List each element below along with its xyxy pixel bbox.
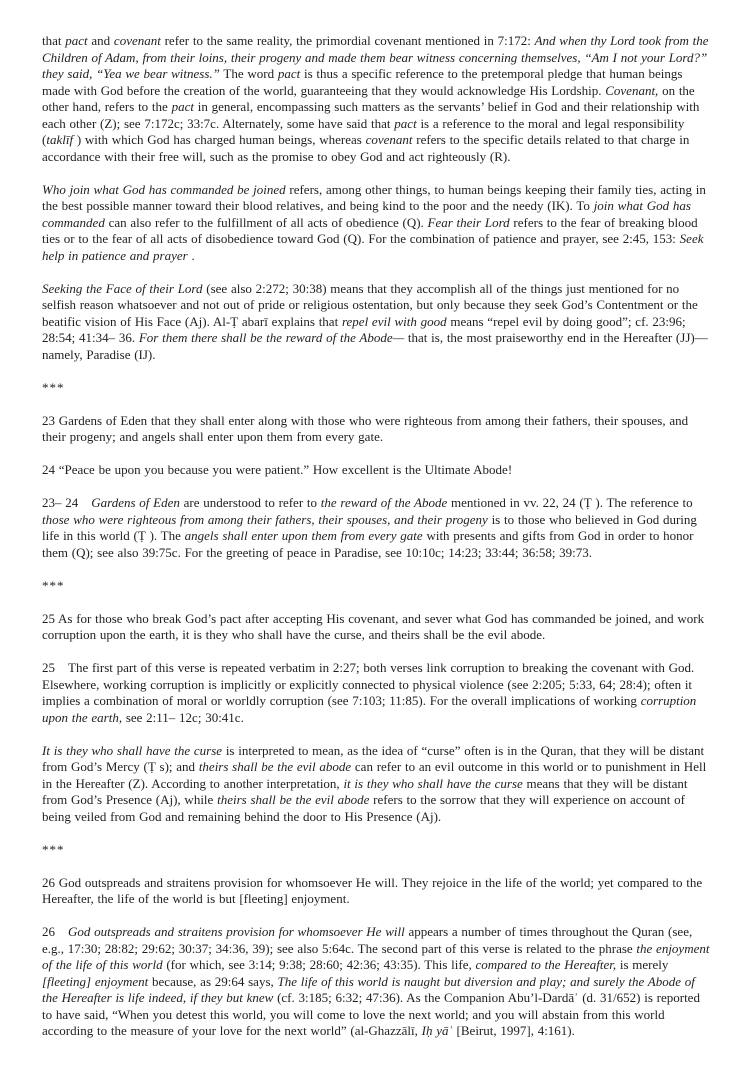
text-run: refers to the sorrow that they will experience on account of being veiled from God and remaining behind the door to His Presence (Aj). [42,792,685,824]
italic-text-run: the reward of the Abode [320,495,448,510]
text-run: can also refer to the fulfillment of all acts of obedience (Q). [104,214,428,230]
text-run: can refer to an evil outcome in this world or to punishment in Hell in the Hereafter (Z). According to another interpretation, [42,759,707,791]
italic-text-run: Seek help in patience and prayer [42,231,704,263]
text-run: 26 [42,924,68,939]
italic-text-run: pact [394,115,417,131]
commentary-verse-25 [42,660,710,726]
italic-text-run: [fleeting] enjoyment [42,973,149,989]
text-column [42,33,710,1040]
italic-text-run: The life of this world is naught but diversion and play; and surely the Abode of the Hereafter is life indeed, if they but knew [42,973,695,1005]
section-separator: *** [42,379,65,395]
text-run: ) with which God has charged human beings, whereas [73,132,366,147]
italic-text-run: For them there shall be the reward of the Abode— [138,330,405,345]
italic-text-run: pact [277,66,301,81]
italic-text-run: pact [171,99,194,114]
italic-text-run: Gardens of Eden [91,495,180,510]
italic-text-run: the enjoyment of the life of this world [42,940,710,972]
text-run: is to those who believed in God during life in this world (Ṭ ). The [42,511,697,543]
text-run: refers to the specific details related to that charge in accordance with their free will, such as the promise to obey God and act righteously (R). [42,132,690,164]
section-separator: *** [42,841,65,857]
text-run: is interpreted to mean, as the idea of “curse” often is in the Quran, that they will be distant from God’s Mercy (Ṭ s); and [42,742,705,774]
text-run: means that they will be distant from God’s Presence (Aj), while [42,775,688,807]
verse-23 [42,413,710,446]
italic-text-run: compared to the Hereafter, [475,957,617,972]
text-run: because, as 29:64 says, [148,973,278,989]
text-run: is thus a specific reference to the pretemporal pledge that human beings made with God before the creation of the world, guaranteeing that they would acknowledge His Lordship. [42,66,683,98]
italic-text-run: It is they who shall have the curse [42,742,223,758]
italic-text-run: covenant [113,33,161,48]
italic-text-run: repel evil with good [341,313,447,329]
text-run: refer to the same reality, the primordial covenant mentioned in 7:172: [160,33,535,48]
italic-text-run: angels shall enter upon them from every gate [184,528,423,543]
italic-text-run: Seeking the Face of their Lord [42,280,203,296]
verse-24 [42,462,710,479]
verse-25 [42,611,710,644]
italic-text-run: join what God has commanded [42,198,691,230]
italic-text-run: God outspreads and straitens provision for whomsoever He will [68,924,405,939]
text-run: 23– 24 [42,495,92,510]
commentary-seeking-face [42,281,710,364]
text-run: and [87,33,114,48]
italic-text-run: those who were righteous from among their fathers, their spouses, and their progeny [42,511,488,527]
italic-text-run: theirs shall be the evil abode [198,759,352,774]
italic-text-run: theirs shall be the evil abode [217,792,370,807]
italic-text-run: Who join what God has commanded be joined [42,181,286,197]
italic-text-run: Fear their Lord [427,214,510,230]
italic-text-run: Iḥ yāʾ [421,1023,453,1038]
italic-text-run: And when thy Lord took from the Children of Adam, from their loins, their progeny and made them bear witness concerning themselves, “Am I not your Lord?” they said, “Yea we bear witness.” [42,33,709,81]
text-run: [Beirut, 1997], 4:161). [452,1023,575,1038]
italic-text-run: pact [65,33,88,48]
text-run: (see also 2:272; 30:38) means that they accomplish all of the things just mentioned for no selfish reason whatsoever and not out of pride or religious ostentation, but only because they seek God’s Contentment or the beatific vision of His Face (Aj). Al-Ṭ abarī explains that [42,280,698,329]
text-run: on the other hand, refers to the [42,82,695,114]
text-run: 26 God outspreads and straitens provision for whomsoever He will. They rejoice in the life of the world; yet compared to the Hereafter, the life of the world is but [fleeting] enjoyment. [42,874,703,906]
italic-text-run: taklīf [46,132,74,147]
text-run: that [42,33,66,48]
text-run: (cf. 3:185; 6:32; 47:36). As the Companion Abu’l-Dardāʾ (d. 31/652) is reported to have said, “When you detest this world, you will come to love the next world; and you will abstain from this world according to the measure of your love for the next world” (al-Ghazzālī, [42,990,700,1038]
text-run: mentioned in vv. 22, 24 (Ṭ ). The reference to [447,495,693,510]
text-run: is merely [616,957,669,972]
text-run: 24 “Peace be upon you because you were patient.” How excellent is the Ultimate Abode! [42,462,513,477]
commentary-pact-covenant-continued [42,33,710,165]
italic-text-run: Covenant, [605,82,659,98]
commentary-verse-25-curse [42,743,710,826]
text-run: 23 Gardens of Eden that they shall enter along with those who were righteous from among their fathers, their spouses, and their progeny; and angels shall enter upon them from every gate. [42,412,689,444]
text-run: 25 As for those who break God’s pact after accepting His covenant, and sever what God has commanded be joined, and work corruption upon the earth, it is they who shall have the curse, and theirs shall be the evil abode. [42,610,705,642]
text-run: refers to the fear of breaking blood ties or to the fear of all acts of disobedience toward God (Q). For the combination of patience and prayer, see 2:45, 153: [42,214,698,246]
text-run: that is, the most praiseworthy end in the Hereafter (JJ)— namely, Paradise (IJ). [42,330,708,362]
italic-text-run: it is they who shall have the curse [343,775,523,791]
text-run: in general, encompassing such matters as the servants’ belief in God and their relationship with each other (Z); see 7:172c; 33:7c. Alternately, some have said that [42,99,700,131]
text-run: is a reference to the moral and legal responsibility ( [42,115,685,147]
text-run: (for which, see 3:14; 9:38; 28:60; 42:36; 43:35). This life, [162,957,476,972]
commentary-join-commanded [42,182,710,265]
text-run: means “repel evil by doing good”; cf. 23:96; 28:54; 41:34– 36. [42,313,686,345]
section-separator: *** [42,577,65,593]
text-run: The word [219,66,278,81]
text-run: 25 The first part of this verse is repeated verbatim in 2:27; both verses link corruption to breaking the covenant with God. Elsewhere, working corruption is implicitly or explicitly connected to physical violence (see 2:205; 5:33, 64; 28:4); often it implies a combination of moral or worldly corruption (see 7:103; 11:85). For the overall implications of working [42,660,695,708]
text-run: . [187,247,195,263]
italic-text-run: corruption upon the earth, [42,693,697,725]
text-run: appears a number of times throughout the Quran (see, e.g., 17:30; 28:82; 29:62; 30:37; 34:36, 39); see also 5:64c. The second part of this verse is related to the phrase [42,924,693,956]
text-run: refers, among other things, to human beings keeping their family ties, acting in the best possible manner toward their blood relatives, and being kind to the poor and the needy (IK). To [42,181,706,213]
text-run: see 2:11– 12c; 30:41c. [122,709,244,725]
verse-26 [42,875,710,908]
text-run: are understood to refer to [179,495,321,510]
italic-text-run: covenant [365,132,413,147]
text-run: with presents and gifts from God in order to honor them (Q); see also 39:75c. For the greeting of peace in Paradise, see 10:10c; 14:23; 33:44; 36:58; 39:73. [42,528,694,560]
commentary-verse-26 [42,924,710,1040]
commentary-verses-23-24 [42,495,710,561]
